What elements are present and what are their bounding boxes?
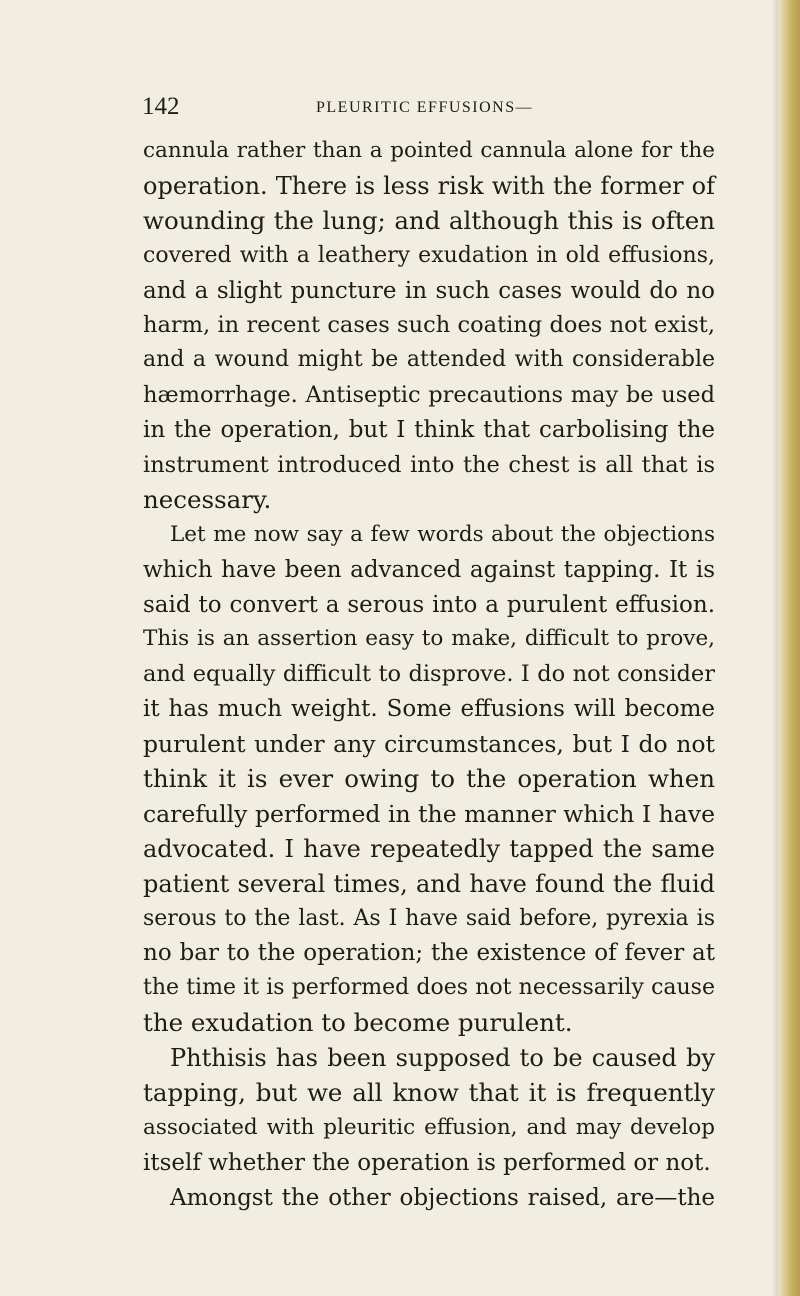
text-line: and a slight puncture in such cases would do no <box>143 277 715 304</box>
text-line: harm, in recent cases such coating does not exist, <box>143 312 715 339</box>
text-line: it has much weight. Some effusions will become <box>143 696 715 723</box>
body-text <box>143 134 715 1216</box>
page-header <box>142 92 702 122</box>
text-line: necessary. <box>143 484 272 514</box>
text-line: instrument introduced into the chest is all that is <box>143 452 715 479</box>
text-line: Let me now say a few words about the objections <box>170 521 715 547</box>
text-line: carefully performed in the manner which I have <box>143 799 715 828</box>
text-line: hæmorrhage. Antiseptic precautions may be used <box>143 382 715 409</box>
text-line: tapping, but we all know that it is frequently <box>143 1078 715 1108</box>
text-line: cannula rather than a pointed cannula alone for the <box>143 138 715 163</box>
text-line: and a wound might be attended with considerable <box>143 347 715 373</box>
text-line: which have been advanced against tapping. It is <box>143 556 715 583</box>
text-line: associated with pleuritic effusion, and may develop <box>143 1114 715 1140</box>
text-line: advocated. I have repeatedly tapped the same <box>143 834 715 863</box>
text-line: covered with a leathery exudation in old effusions, <box>143 242 715 268</box>
text-line: Amongst the other objections raised, are—the <box>170 1184 715 1211</box>
text-line: serous to the last. As I have said before, pyrexia is <box>143 905 715 931</box>
text-line: the exudation to become purulent. <box>143 1008 573 1038</box>
text-line: Phthisis has been supposed to be caused by <box>170 1044 715 1073</box>
text-line: no bar to the operation; the existence of fever at <box>143 940 715 967</box>
text-line: in the operation, but I think that carbolising the <box>143 417 715 444</box>
text-line: said to convert a serous into a purulent effusion. <box>143 591 715 618</box>
text-line: patient several times, and have found the fluid <box>143 869 715 898</box>
text-line: purulent under any circumstances, but I do not <box>143 730 715 759</box>
text-line: the time it is performed does not necessarily cause <box>143 975 715 1001</box>
text-line: operation. There is less risk with the former of <box>143 171 715 200</box>
text-line: think it is ever owing to the operation when <box>143 764 715 794</box>
text-line: and equally difficult to disprove. I do not consider <box>143 661 715 688</box>
text-line: wounding the lung; and although this is often <box>143 205 715 235</box>
running-head: PLEURITIC EFFUSIONS— <box>316 99 534 116</box>
text-line: itself whether the operation is performed or not. <box>143 1149 711 1176</box>
text-line: This is an assertion easy to make, difficult to prove, <box>143 626 715 652</box>
page-edge <box>778 0 800 1296</box>
page-number: 142 <box>142 93 180 120</box>
